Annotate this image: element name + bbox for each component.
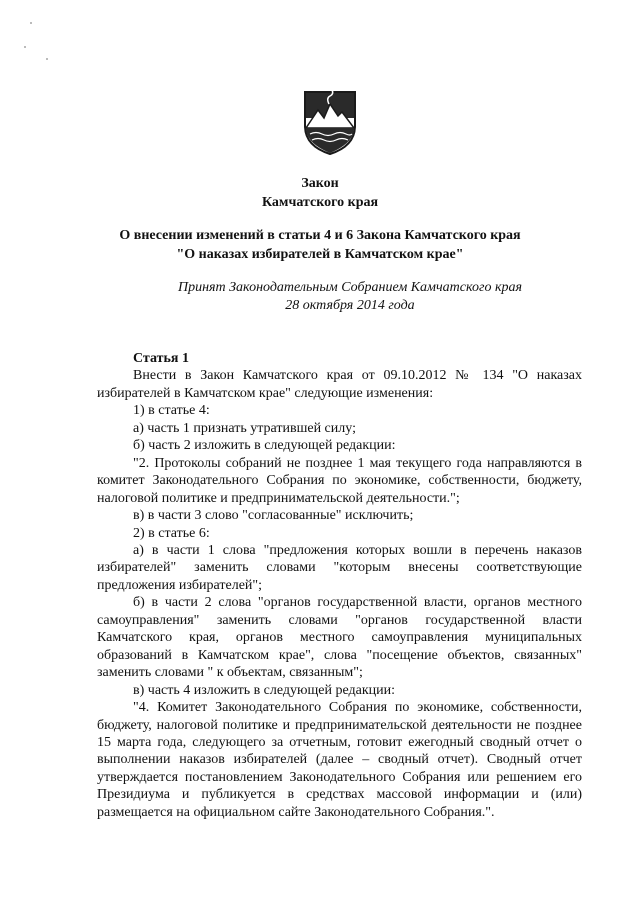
paragraph: 1) в статье 4: bbox=[133, 403, 210, 419]
scan-speck bbox=[30, 22, 32, 24]
paragraph: а) в части 1 слова "предложения которых вошли в перечень наказов избирателей" заменить словами "которым внесены соответствующие предложения избирателей"; bbox=[97, 542, 582, 593]
scan-speck bbox=[46, 58, 48, 60]
scan-speck bbox=[24, 46, 26, 48]
paragraph: 2) в статье 6: bbox=[133, 525, 210, 541]
paragraph: Внести в Закон Камчатского края от 09.10.2012 № 134 "О наказах избирателей в Камчатском крае" следующие изменения: bbox=[97, 368, 582, 401]
paragraph: в) в части 3 слово "согласованные" исключить; bbox=[133, 508, 414, 524]
article-title: Статья 1 bbox=[133, 351, 189, 366]
adoption-note bbox=[0, 279, 640, 315]
law-heading-line1: Закон bbox=[301, 176, 339, 191]
law-title-line1: О внесении изменений в статьи 4 и 6 Закона Камчатского края bbox=[119, 228, 521, 243]
paragraph: б) часть 2 изложить в следующей редакции: bbox=[133, 438, 396, 454]
paragraph: б) в части 2 слова "органов государственной власти, органов местного самоуправления" заменить словами "органов государственной власти Камчатского края, органов местного самоуправления муниципальных образований в Камчатском крае", слова "посещение объектов, связанных" заменить словами " к объектам, связанным"; bbox=[97, 595, 582, 681]
law-title bbox=[0, 226, 640, 264]
article-body bbox=[97, 350, 582, 821]
paragraph: а) часть 1 признать утратившей силу; bbox=[133, 420, 356, 436]
adoption-date: 28 октября 2014 года bbox=[285, 298, 415, 313]
law-title-line2: "О наказах избирателей в Камчатском крае" bbox=[176, 247, 464, 262]
law-heading bbox=[0, 174, 640, 212]
paragraph: "2. Протоколы собраний не позднее 1 мая текущего года направляются в комитет Законодательного Собрания по экономике, собственности, бюджету, налоговой политике и предпринимательской деятельности."; bbox=[97, 455, 582, 506]
law-heading-line2: Камчатского края bbox=[261, 195, 379, 210]
kamchatka-coat-of-arms-icon bbox=[302, 88, 358, 156]
paragraph: "4. Комитет Законодательного Собрания по экономике, собственности, бюджету, налоговой политике и предпринимательской деятельности не позднее 15 марта года, следующего за отчетным, готовит ежегодный сводный отчет о выполнении наказов избирателей (далее – сводный отчет). Сводный отчет утверждается постановлением Законодательного Собрания или решением его Президиума и публикуется в средствах массовой информации и (или) размещается на официальном сайте Законодательного Собрания.". bbox=[97, 700, 582, 820]
paragraph: в) часть 4 изложить в следующей редакции: bbox=[133, 682, 396, 698]
adoption-note-line1: Принят Законодательным Собранием Камчатского края bbox=[177, 280, 523, 295]
